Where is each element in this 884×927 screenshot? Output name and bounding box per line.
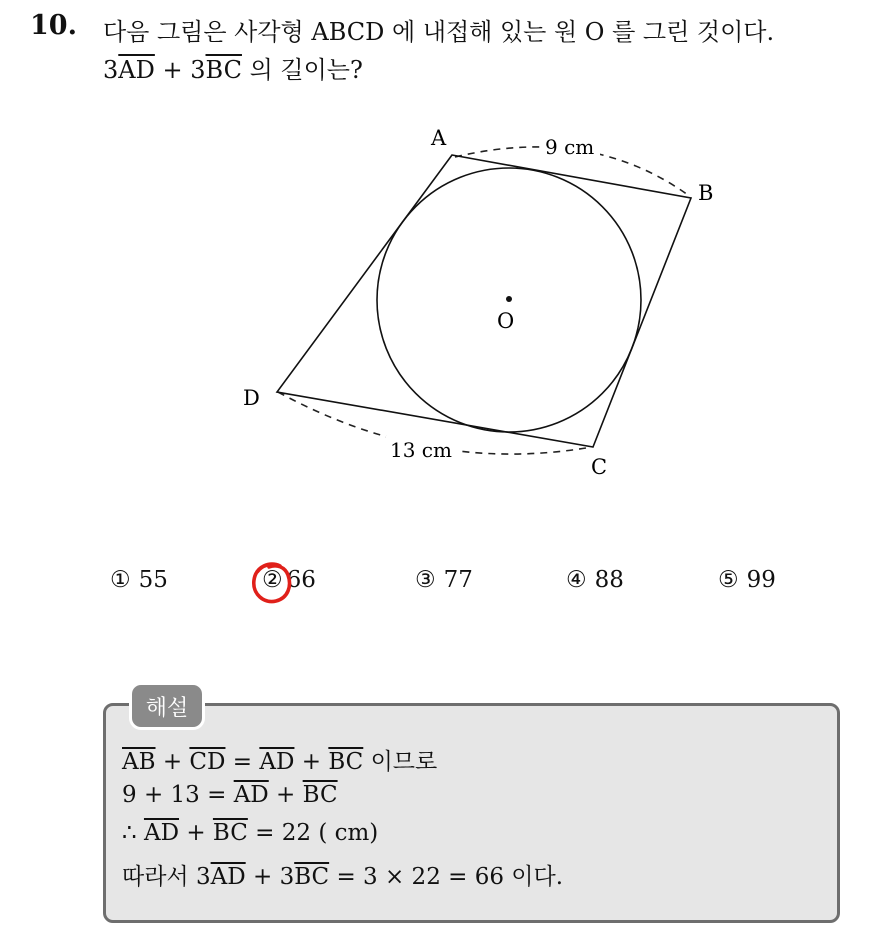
label-d: D <box>243 386 260 410</box>
segment-bc: $\overline{BC}$ <box>205 56 242 84</box>
selected-answer-mark <box>250 560 294 606</box>
segment-ad: $\overline{AD}$ <box>143 820 180 846</box>
choice-number: ③ <box>415 567 436 593</box>
choice-number: ① <box>110 567 131 593</box>
segment-ad: $\overline{AD}$ <box>118 56 155 84</box>
question-number: 10. <box>30 10 77 41</box>
choice-4[interactable] <box>566 567 624 593</box>
segment-bc: $\overline{BC}$ <box>294 864 330 890</box>
choice-value: 77 <box>443 567 473 593</box>
choice-value: 55 <box>138 567 168 593</box>
choice-value: 66 <box>286 567 316 593</box>
choice-value: 99 <box>746 567 776 593</box>
choice-5[interactable] <box>718 567 776 593</box>
solution-text: 이므로 <box>363 749 438 775</box>
label-o: O <box>497 309 515 333</box>
solution-line-3 <box>122 820 378 846</box>
choice-value: 88 <box>594 567 624 593</box>
segment-ad: $\overline{AD}$ <box>259 749 295 775</box>
solution-text: = 22 ( cm) <box>247 820 379 846</box>
equals-sign: = <box>225 749 260 775</box>
plus-sign: + <box>155 749 190 775</box>
label-a: A <box>431 126 447 150</box>
label-b: B <box>698 181 714 205</box>
plus-sign: + 3 <box>245 864 295 890</box>
expr-suffix: 의 길이는? <box>241 56 363 84</box>
quadrilateral-abcd <box>277 155 691 447</box>
segment-bc: $\overline{BC}$ <box>212 820 248 846</box>
solution-tag: 해설 <box>129 682 205 730</box>
segment-cd: $\overline{CD}$ <box>189 749 226 775</box>
expr-mid: + 3 <box>154 56 206 84</box>
choice-number: ② <box>262 567 283 593</box>
plus-sign: + <box>294 749 329 775</box>
choice-number: ④ <box>566 567 587 593</box>
plus-sign: + <box>179 820 213 846</box>
segment-ad: $\overline{AD}$ <box>233 782 269 808</box>
segment-ab: $\overline{AB}$ <box>122 749 156 775</box>
therefore-sign: ∴ <box>122 820 144 846</box>
segment-ad: $\overline{AD}$ <box>210 864 246 890</box>
choice-number: ⑤ <box>718 567 739 593</box>
segment-bc: $\overline{BC}$ <box>302 782 338 808</box>
solution-line-2 <box>122 782 338 808</box>
plus-sign: + <box>268 782 303 808</box>
solution-text: 따라서 3 <box>122 864 211 890</box>
solution-text: 9 + 13 = <box>122 782 234 808</box>
label-c: C <box>591 455 608 479</box>
expr-prefix: 3 <box>103 56 119 84</box>
choice-3[interactable] <box>415 567 473 593</box>
solution-text: = 3 × 22 = 66 이다. <box>329 864 564 890</box>
length-dc: 13 cm <box>390 438 452 462</box>
question-text: 다음 그림은 사각형 ABCD 에 내접해 있는 원 O 를 그린 것이다. <box>103 18 775 46</box>
solution-line-1 <box>122 743 437 776</box>
choice-1[interactable] <box>110 567 168 593</box>
segment-bc: $\overline{BC}$ <box>328 749 364 775</box>
answer-choices <box>0 567 884 603</box>
center-point <box>506 296 512 302</box>
solution-line-4 <box>122 858 563 891</box>
length-ab: 9 cm <box>545 135 595 159</box>
